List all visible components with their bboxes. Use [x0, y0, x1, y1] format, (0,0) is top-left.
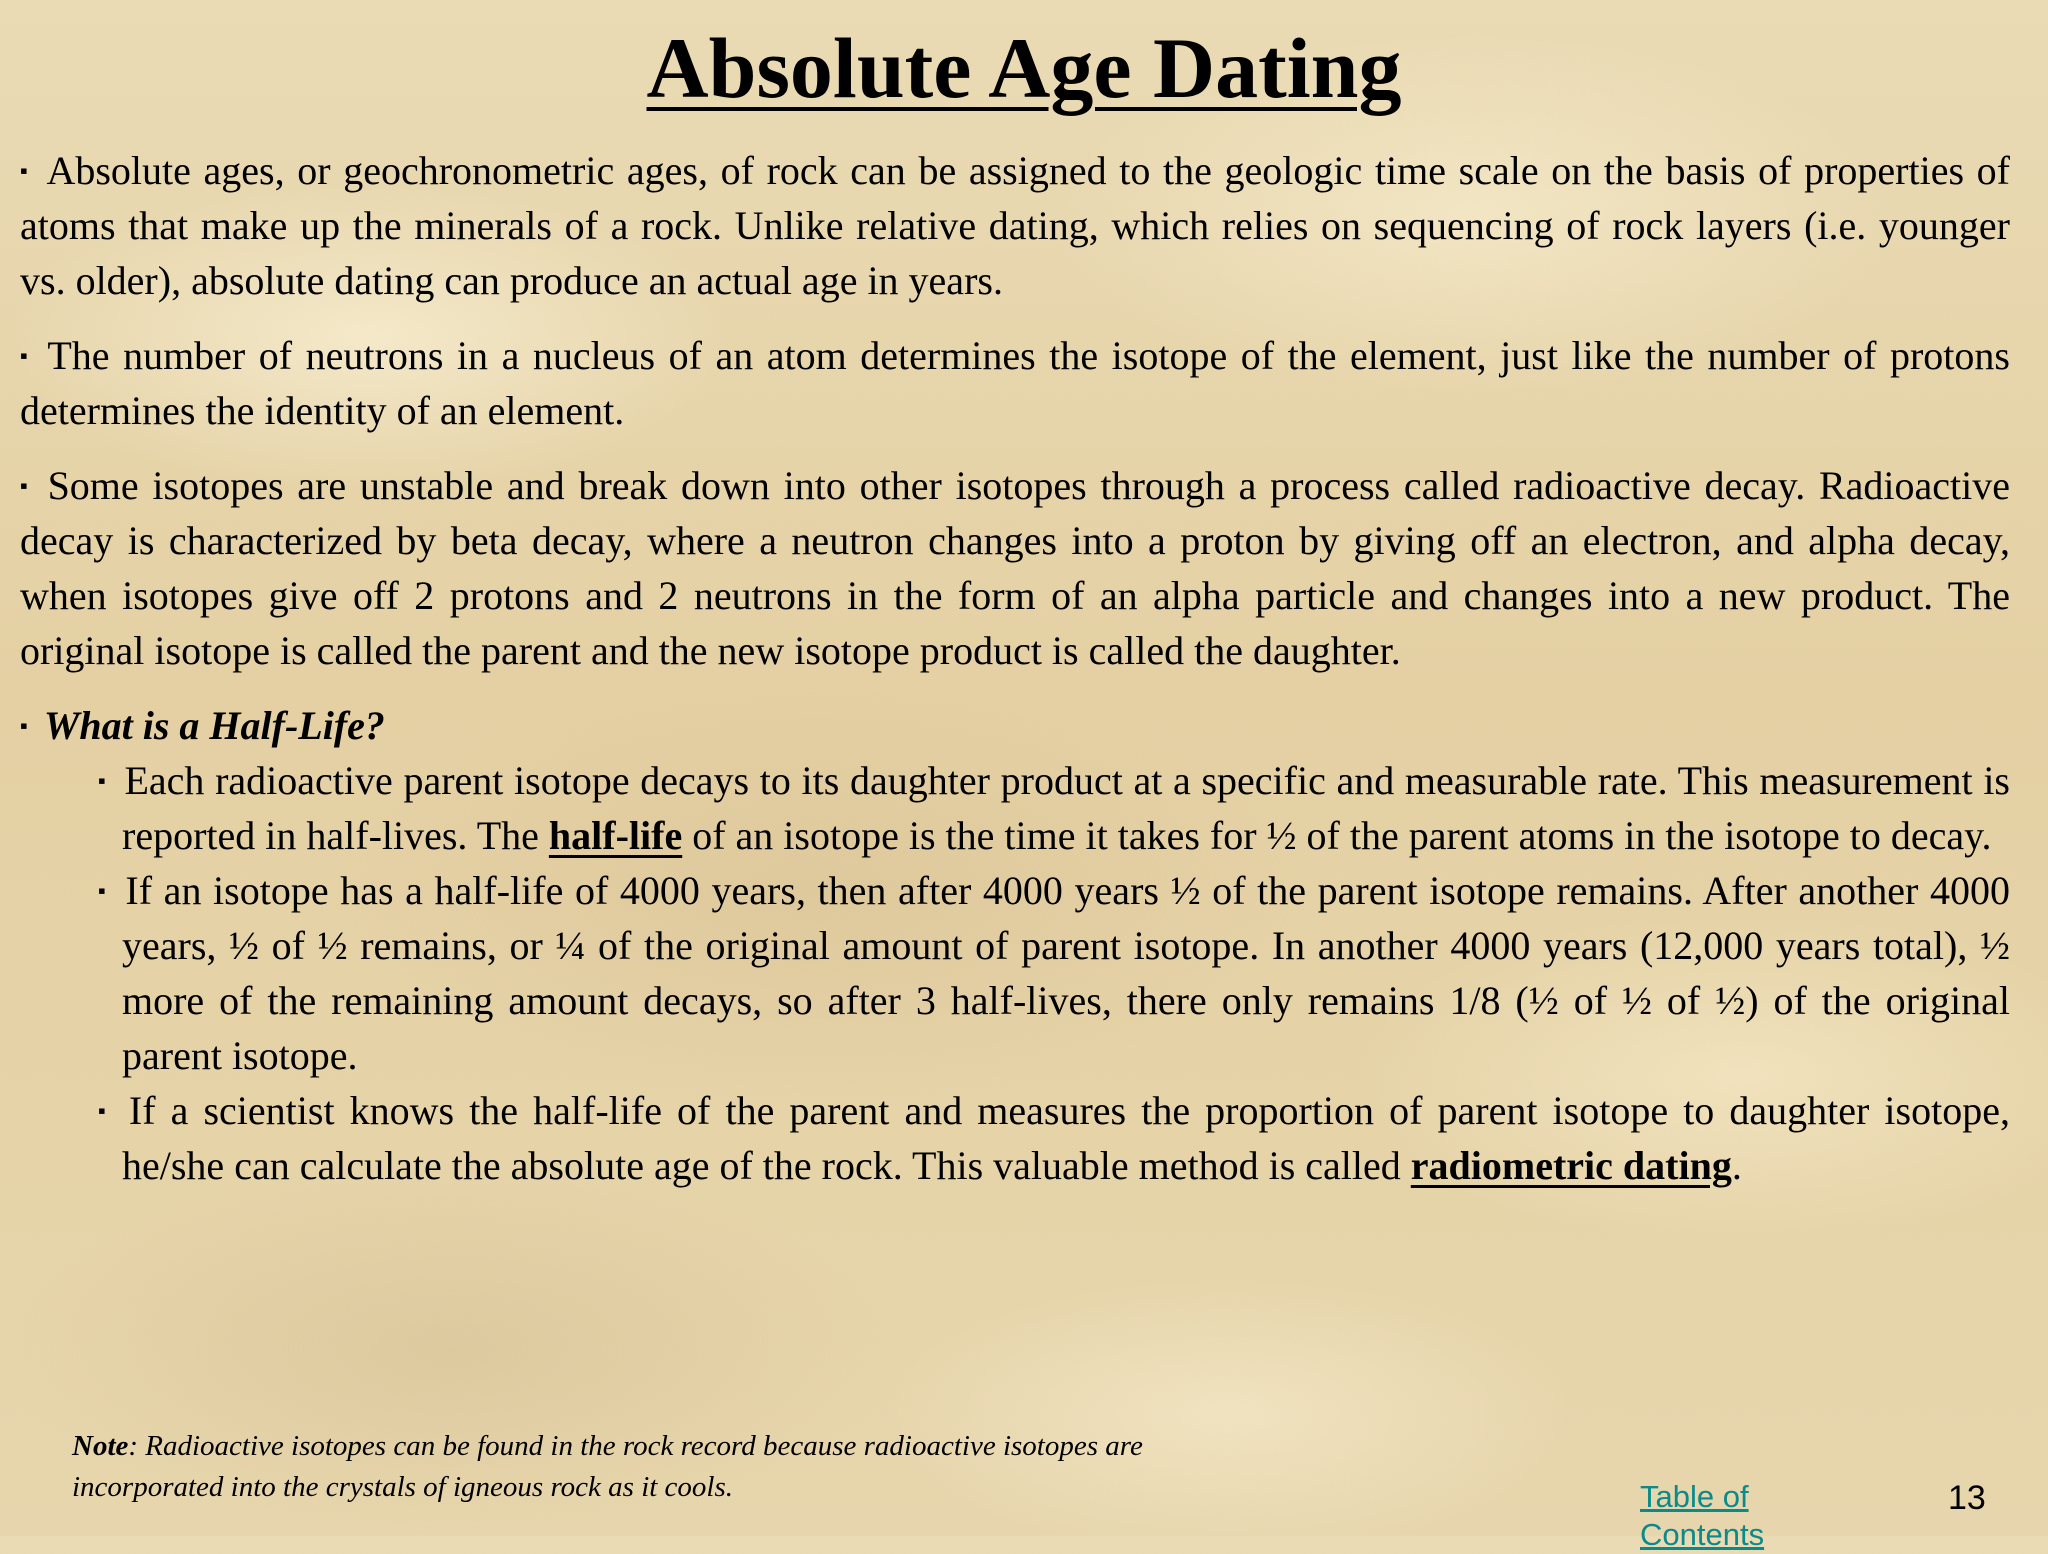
footnote — [72, 1426, 1192, 1508]
bullet-icon: ▪ — [98, 878, 108, 903]
paragraph-absolute-ages-text: Absolute ages, or geochronometric ages, of rock can be assigned to the geologic time scale on the basis of properties of atoms that make up the minerals of a rock. Unlike relative dating, which relies on sequencing of rock layers (i.e. younger vs. older), absolute dating can produce an actual age in years. — [20, 148, 2010, 303]
slide-title-text: Absolute Age Dating — [646, 20, 1402, 116]
table-of-contents-link[interactable]: Table of Contents — [1640, 1479, 1765, 1552]
paragraph-absolute-ages — [20, 143, 2010, 308]
sub-bullet-radiometric-dating — [98, 1083, 2010, 1193]
slide-title — [0, 18, 2048, 118]
term-half-life: half-life — [548, 813, 683, 858]
paragraph-radioactive-decay — [20, 458, 2010, 678]
sub-text: If a scientist knows the half-life of the parent and measures the proportion of parent isotope to daughter isotope, he/she can calculate the absolute age of the rock. This valuable method is called — [122, 1088, 2010, 1188]
bullet-icon: ▪ — [20, 343, 32, 368]
bullet-icon: ▪ — [98, 1098, 111, 1123]
bullet-icon: ▪ — [20, 158, 31, 183]
page-number: 13 — [1948, 1479, 1986, 1517]
footnote-text: : Radioactive isotopes can be found in the rock record because radioactive isotopes are incorporated into the crystals of igneous rock as it cools. — [72, 1430, 1143, 1503]
bullet-icon: ▪ — [20, 713, 28, 738]
sub-text: . — [1731, 1143, 1742, 1188]
sub-text: of an isotope is the time it takes for ½ of the parent atoms in the isotope to decay. — [682, 813, 1992, 858]
half-life-question-text: What is a Half-Life? — [43, 703, 385, 748]
paragraph-radioactive-decay-text: Some isotopes are unstable and break down into other isotopes through a process called radioactive decay. Radioactive decay is characterized by beta decay, where a neutron changes into a proton by giving off an electron, and alpha decay, when isotopes give off 2 protons and 2 neutrons in the form of an alpha particle and changes into a new product. The original isotope is called the parent and the new isotope product is called the daughter. — [20, 463, 2010, 673]
half-life-question — [20, 698, 2010, 753]
bullet-icon: ▪ — [20, 473, 32, 498]
sub-text: Each radioactive parent isotope decays to its daughter product at a specific and measurable rate. This measurement is reported in half-lives. The — [122, 758, 2010, 858]
sub-bullet-half-life-definition — [98, 753, 2010, 863]
footnote-label: Note — [72, 1430, 129, 1462]
paragraph-neutrons-text: The number of neutrons in a nucleus of an atom determines the isotope of the element, just like the number of protons determines the identity of an element. — [20, 333, 2010, 433]
sub-bullet-half-life-example — [98, 863, 2010, 1083]
slide-body — [20, 143, 2010, 1193]
sub-text: If an isotope has a half-life of 4000 years, then after 4000 years ½ of the parent isotope remains. After another 4000 years, ½ of ½ remains, or ¼ of the original amount of parent isotope. In another 4000 years (12,000 years total), ½ more of the remaining amount decays, so after 3 half-lives, there only remains 1/8 (½ of ½ of ½) of the original parent isotope. — [122, 868, 2010, 1078]
term-radiometric-dating: radiometric dating — [1410, 1143, 1732, 1188]
paragraph-neutrons — [20, 328, 2010, 438]
bullet-icon: ▪ — [98, 768, 107, 793]
